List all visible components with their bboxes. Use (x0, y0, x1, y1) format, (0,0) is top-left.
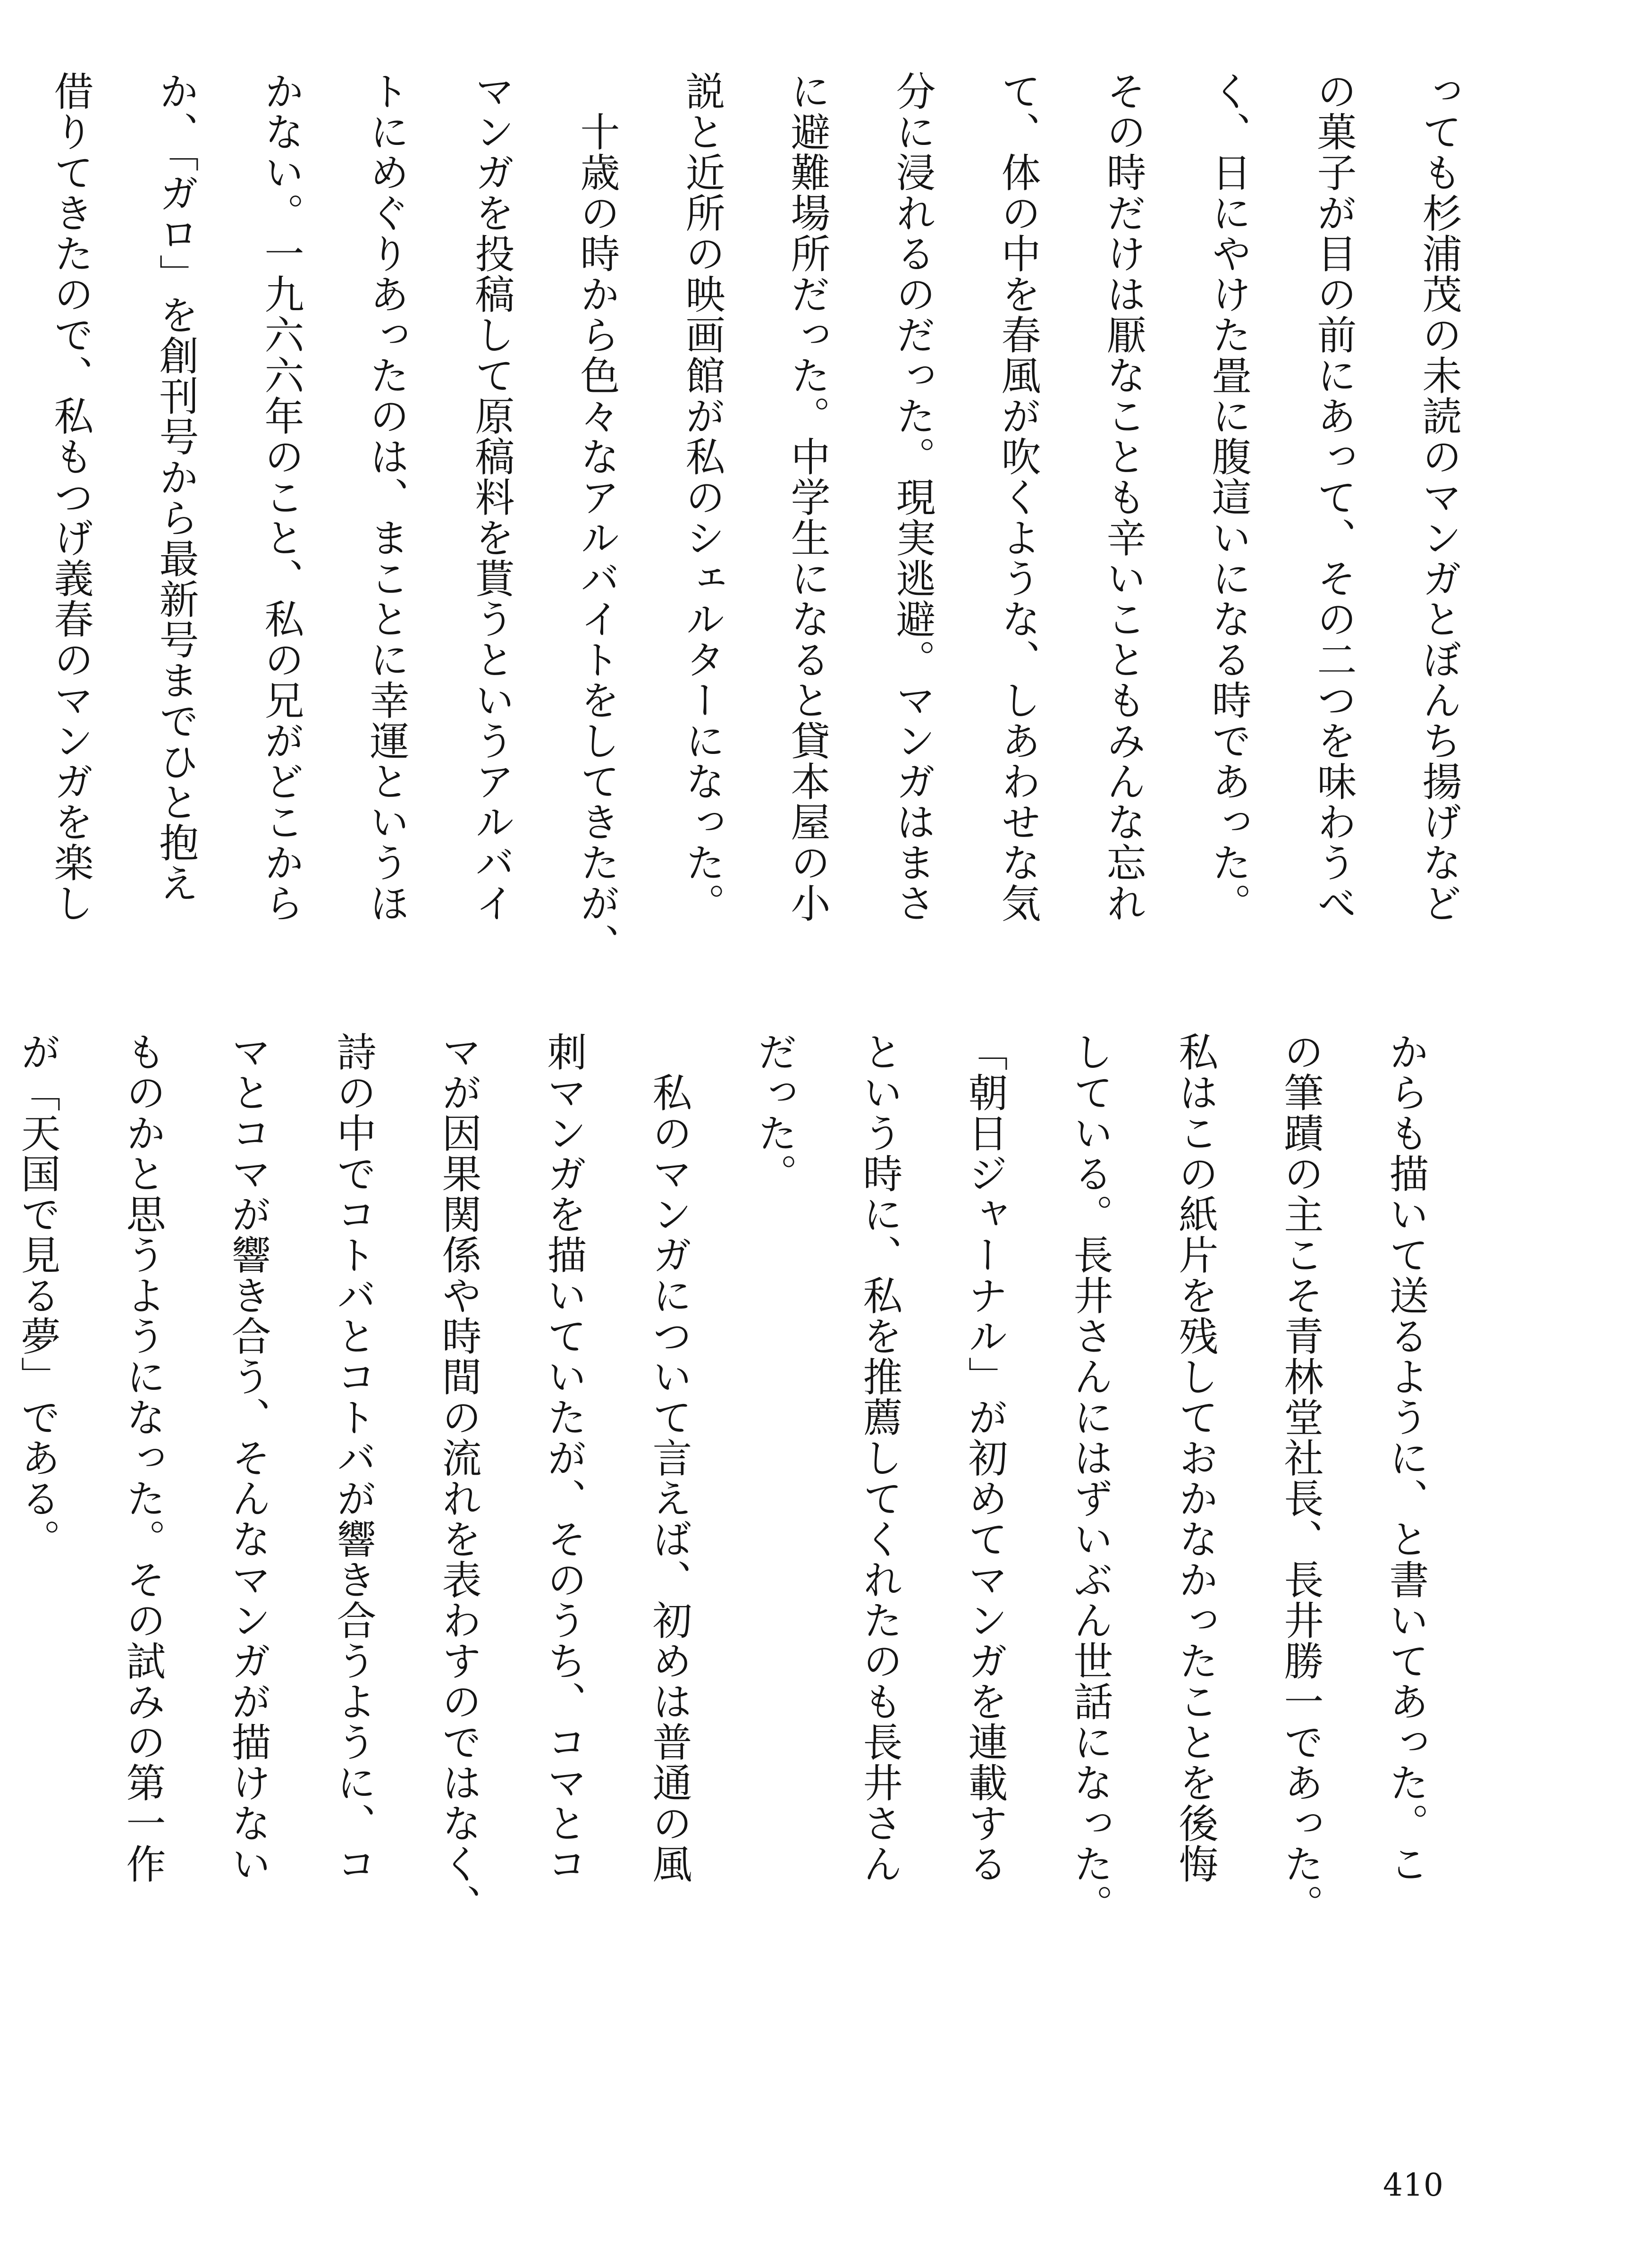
text-column: て、体の中を春風が吹くような、しあわせな気 (995, 71, 1041, 923)
text-column: っても杉浦茂の未読のマンガとぼんち揚げなど (1416, 71, 1462, 923)
text-column: く、日にやけた畳に腹這いになる時であった。 (1205, 71, 1252, 923)
text-column: マンガを投稿して原稿料を貰うというアルバイ (469, 71, 515, 923)
text-column: に避難場所だった。中学生になると貸本屋の小 (784, 71, 831, 923)
lower-text-block (15, 1032, 1458, 1928)
text-column: 分に浸れるのだった。現実逃避。マンガはまさ (890, 71, 936, 923)
text-column: マが因果関係や時間の流れを表わすのではなく、 (436, 1032, 482, 1925)
text-column: 私はこの紙片を残しておかなかったことを後悔 (1172, 1032, 1219, 1884)
text-column: マとコマが響き合う、そんなマンガが描けない (225, 1032, 271, 1884)
text-column: の菓子が目の前にあって、その二つを味わうべ (1311, 71, 1357, 923)
text-column: 刺マンガを描いていたが、そのうち、コマとコ (541, 1032, 587, 1884)
text-column (0, 71, 18, 968)
text-column: 「朝日ジャーナル」が初めてマンガを連載する (962, 1032, 1008, 1884)
text-column: 詩の中でコトバとコトバが響き合うように、コ (330, 1032, 377, 1884)
page-number: 410 (1383, 2167, 1444, 2203)
text-column: している。長井さんにはずいぶん世話になった。 (1067, 1032, 1113, 1925)
text-column: ものかと思うようになった。その試みの第一作 (120, 1032, 166, 1884)
text-column: の筆蹟の主こそ青林堂社長、長井勝一であった。 (1278, 1032, 1324, 1925)
text-column: だった。 (751, 1032, 798, 1194)
text-column: トにめぐりあったのは、まことに幸運というほ (363, 71, 410, 923)
text-column: 十歳の時から色々なアルバイトをしてきたが、 (574, 71, 620, 964)
text-column: からも描いて送るように、と書いてあった。こ (1383, 1032, 1429, 1884)
text-column: 私のマンガについて言えば、初めは普通の風 (646, 1032, 692, 1884)
text-column: という時に、私を推薦してくれたのも長井さん (857, 1032, 903, 1884)
text-column: が「天国で見る夢」である。 (15, 1032, 61, 1559)
text-column: 借りてきたので、私もつげ義春のマンガを楽し (48, 71, 94, 923)
text-column: かない。一九六六年のこと、私の兄がどこから (258, 71, 304, 923)
text-column: その時だけは厭なことも辛いこともみんな忘れ (1100, 71, 1146, 923)
upper-text-block (48, 71, 1492, 968)
text-column: か、「ガロ」を創刊号から最新号までひと抱え (153, 71, 199, 904)
text-column: 説と近所の映画館が私のシェルターになった。 (679, 71, 725, 923)
